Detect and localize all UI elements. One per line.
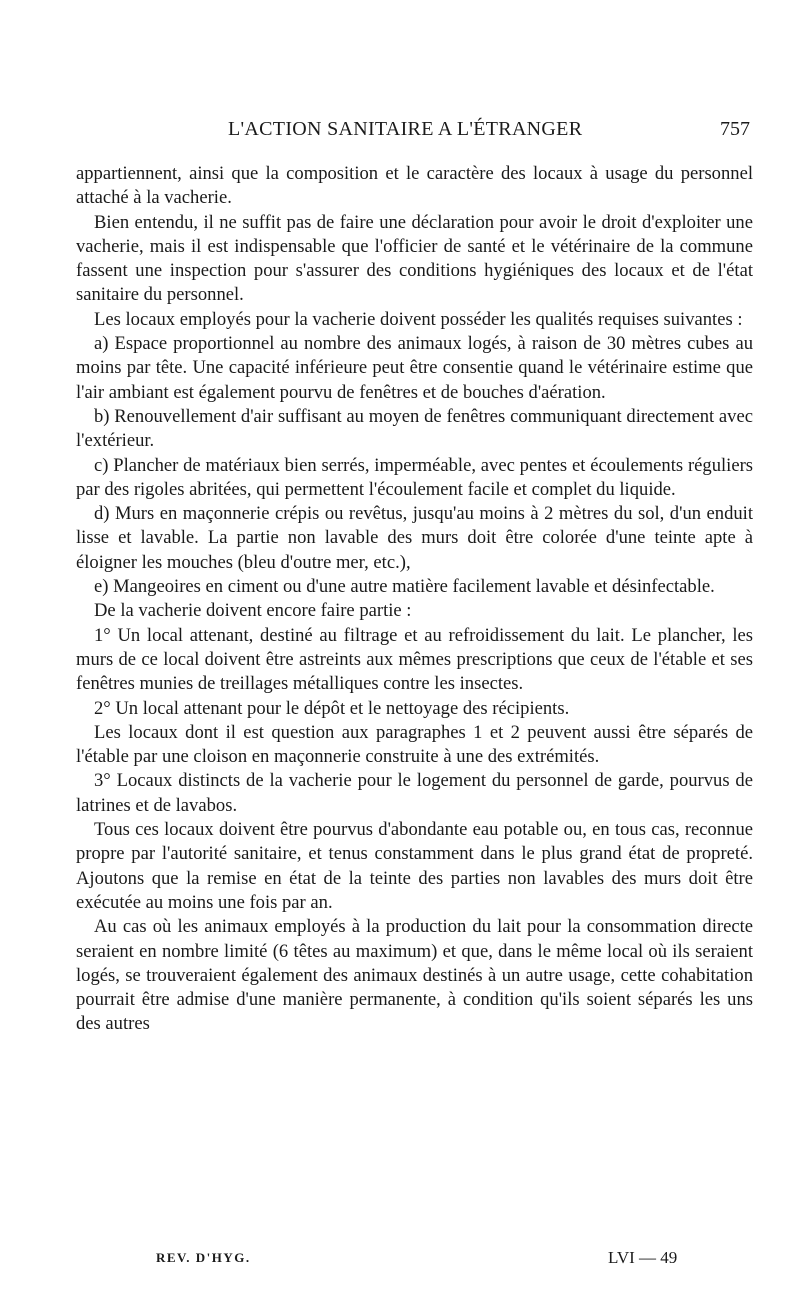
page-number: 757 [720, 118, 750, 140]
running-title: L'ACTION SANITAIRE A L'ÉTRANGER [228, 118, 583, 140]
list-item-a: a) Espace proportionnel au nombre des animaux logés, à raison de 30 mètres cubes au moins par tête. Une capacité inférieure peut être consentie quand le vétérinaire estime que l'air ambiant est également pourvu de fenêtres et de bouches d'aération. [76, 333, 753, 403]
list-item-e: e) Mangeoires en ciment ou d'une autre matière facilement lavable et désinfectable. [94, 576, 715, 598]
list-item-1: 1° Un local attenant, destiné au filtrage et au refroidissement du lait. Le plancher, les murs de ce local doivent être astreints aux mêmes prescriptions que ceux de l'étable et ses fenêtres munies de treillages métalliques contre les insectes. [76, 624, 753, 695]
paragraph: Les locaux dont il est question aux paragraphes 1 et 2 peuvent aussi être séparés de l'étable par une cloison en maçonnerie construite à une des extrémités. [76, 721, 753, 768]
list-item-2: 2° Un local attenant pour le dépôt et le nettoyage des récipients. [94, 697, 570, 719]
list-item-b: b) Renouvellement d'air suffisant au moyen de fenêtres communiquant directement avec l'extérieur. [76, 405, 753, 452]
list-item-3: 3° Locaux distincts de la vacherie pour le logement du personnel de garde, pourvus de latrines et de lavabos. [76, 770, 753, 816]
signature-mark: LVI — 49 [608, 1248, 678, 1267]
page-footer [76, 1248, 756, 1272]
paragraph: Les locaux employés pour la vacherie doivent posséder les qualités requises suivantes : [94, 308, 743, 330]
list-item-c: c) Plancher de matériaux bien serrés, imperméable, avec pentes et écoulements réguliers par des rigoles abritées, qui permettent l'écoulement facile et complet du liquide. [76, 454, 753, 500]
paragraph: Au cas où les animaux employés à la production du lait pour la consommation directe seraient en nombre limité (6 têtes au maximum) et que, dans le même local où ils seraient logés, se trouveraient également des animaux destinés à un autre usage, cette cohabitation pourrait être admise d'une manière permanente, à condition qu'ils soient séparés les uns des autres [76, 916, 753, 1035]
body-text [76, 162, 753, 1037]
running-header [76, 118, 756, 144]
paragraph: Bien entendu, il ne suffit pas de faire une déclaration pour avoir le droit d'exploiter une vacherie, mais il est indispensable que l'officier de santé et le vétérinaire de la commune fassent une inspection pour s'assurer des conditions hygiéniques des locaux et de l'état sanitaire du personnel. [76, 211, 753, 306]
paragraph: De la vacherie doivent encore faire partie : [94, 600, 412, 622]
paragraph: Tous ces locaux doivent être pourvus d'abondante eau potable ou, en tous cas, reconnue propre par l'autorité sanitaire, et tenus constamment dans le plus grand état de propreté. Ajoutons que la remise en état de la teinte des parties non lavables des murs doit être exécutée au moins une fois par an. [76, 819, 753, 913]
list-item-d: d) Murs en maçonnerie crépis ou revêtus, jusqu'au moins à 2 mètres du sol, d'un enduit lisse et lavable. La partie non lavable des murs doit être colorée d'une teinte apte à éloigner les mouches (bleu d'outre mer, etc.), [76, 503, 753, 573]
paragraph-continuation: appartiennent, ainsi que la composition et le caractère des locaux à usage du personnel attaché à la vacherie. [76, 163, 753, 209]
journal-abbreviation: REV. D'HYG. [156, 1250, 251, 1265]
